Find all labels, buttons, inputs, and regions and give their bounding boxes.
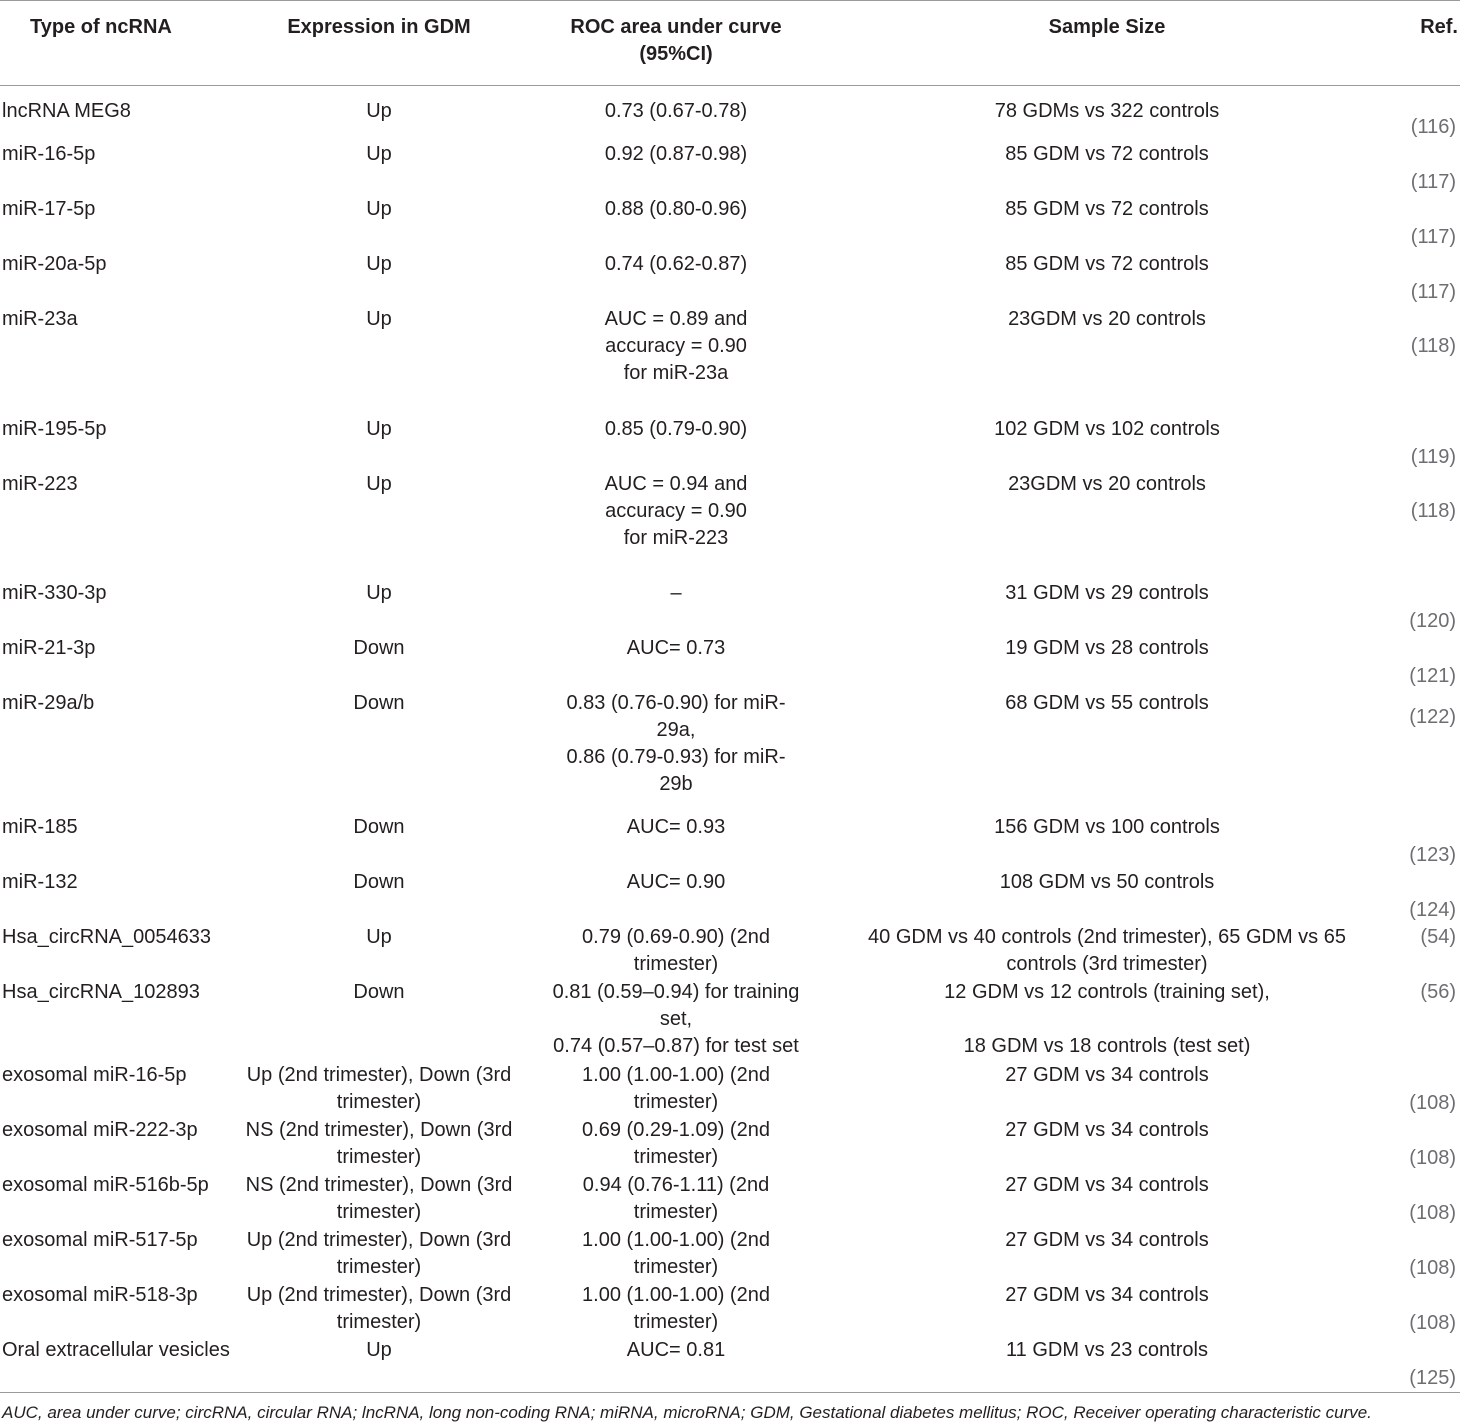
- roc-auc-cell: [518, 814, 834, 869]
- ncrna-type-cell: miR-195-5p: [2, 417, 107, 440]
- roc-auc-cell: [518, 1172, 834, 1227]
- table-row: [0, 814, 1460, 869]
- sample-size-text: 68 GDM vs 55 controls: [1005, 692, 1209, 714]
- roc-line: trimester): [633, 1255, 719, 1278]
- expression-cell: Down: [353, 871, 405, 893]
- reference-cell: (108): [1409, 1091, 1456, 1114]
- table-row: [0, 1062, 1460, 1117]
- roc-line: AUC= 0.81: [626, 1338, 726, 1361]
- sample-size-text: 23GDM vs 20 controls: [1008, 308, 1206, 330]
- table-row: [0, 869, 1460, 924]
- expression-cell: Up (2nd trimester), Down (3rd trimester): [246, 1063, 512, 1113]
- reference-cell: (116): [1410, 116, 1456, 138]
- sample-size-cell: [834, 471, 1380, 581]
- expression-cell: Up (2nd trimester), Down (3rd trimester): [246, 1228, 512, 1278]
- sample-size-cell: [834, 86, 1380, 142]
- roc-line: trimester): [633, 1310, 719, 1333]
- sample-size-text: 85 GDM vs 72 controls: [1005, 143, 1209, 165]
- reference-cell: (108): [1409, 1201, 1456, 1224]
- roc-line: trimester): [633, 1145, 719, 1168]
- sample-size-text-2: 18 GDM vs 18 controls (test set): [963, 1035, 1251, 1057]
- reference-cell: (117): [1410, 226, 1456, 248]
- table-footer: [0, 1392, 1460, 1425]
- sample-size-cell: [834, 1337, 1380, 1393]
- reference-cell: (122): [1409, 706, 1456, 728]
- table-row: [0, 251, 1460, 306]
- sample-size-cell: [834, 141, 1380, 196]
- roc-line: 1.00 (1.00-1.00) (2nd: [582, 1063, 770, 1086]
- reference-cell: (118): [1410, 335, 1456, 357]
- expression-cell: Up: [366, 100, 392, 122]
- header-expression: Expression in GDM: [240, 1, 518, 86]
- roc-line: –: [670, 582, 682, 604]
- sample-size-text: 27 GDM vs 34 controls: [1005, 1173, 1209, 1196]
- roc-line: 0.88 (0.80-0.96): [604, 198, 748, 220]
- ncrna-type-cell: lncRNA MEG8: [2, 100, 131, 122]
- sample-size-spacer: [836, 1006, 1378, 1033]
- sample-size-cell: [834, 924, 1380, 979]
- header-roc: [518, 1, 834, 86]
- sample-size-cell: [834, 1117, 1380, 1172]
- header-row: [0, 1, 1460, 86]
- sample-size-cell: [834, 306, 1380, 416]
- sample-size-text: 31 GDM vs 29 controls: [1005, 582, 1209, 604]
- expression-cell: Down: [353, 981, 405, 1003]
- reference-cell: (119): [1410, 445, 1456, 468]
- expression-cell: Up: [366, 1338, 392, 1361]
- roc-line: AUC= 0.73: [626, 637, 726, 659]
- roc-line: 1.00 (1.00-1.00) (2nd: [582, 1228, 770, 1251]
- reference-cell: (117): [1410, 171, 1456, 193]
- roc-line: AUC= 0.90: [626, 871, 726, 893]
- table-header: [0, 1, 1460, 86]
- roc-auc-cell: [518, 690, 834, 814]
- roc-line: accuracy = 0.90: [605, 499, 747, 522]
- reference-cell: (120): [1409, 610, 1456, 632]
- roc-line: 0.74 (0.62-0.87): [604, 253, 748, 275]
- sample-size-text: 40 GDM vs 40 controls (2nd trimester), 65 GDM vs 65 controls (3rd trimester): [868, 926, 1346, 975]
- sample-size-cell: [834, 635, 1380, 690]
- sample-size-cell: [834, 1227, 1380, 1282]
- table-row: [0, 635, 1460, 690]
- roc-line: 29a,: [656, 719, 696, 741]
- ncrna-type-cell: miR-17-5p: [2, 198, 96, 220]
- ncrna-type-cell: miR-223: [2, 472, 78, 495]
- roc-line: 0.81 (0.59–0.94) for training: [552, 981, 800, 1003]
- roc-auc-cell: [518, 979, 834, 1062]
- expression-cell: Up: [366, 582, 392, 604]
- reference-cell: (108): [1409, 1256, 1456, 1279]
- footnote-row: [0, 1392, 1460, 1425]
- table-row: [0, 196, 1460, 251]
- sample-size-cell: [834, 196, 1380, 251]
- table-row: [0, 1227, 1460, 1282]
- header-roc-line2: (95%CI): [639, 43, 713, 65]
- roc-line: 0.92 (0.87-0.98): [604, 143, 748, 165]
- roc-auc-cell: [518, 306, 834, 416]
- expression-cell: Up: [366, 472, 392, 495]
- roc-line: 0.85 (0.79-0.90): [604, 417, 748, 440]
- roc-auc-cell: [518, 1227, 834, 1282]
- expression-cell: Up: [366, 417, 392, 440]
- table-row: [0, 306, 1460, 416]
- roc-line: 0.79 (0.69-0.90) (2nd: [582, 926, 770, 948]
- reference-cell: (125): [1409, 1366, 1456, 1389]
- roc-auc-cell: [518, 869, 834, 924]
- expression-cell: Up: [366, 308, 392, 330]
- sample-size-cell: [834, 690, 1380, 814]
- ncrna-type-cell: miR-29a/b: [2, 692, 95, 714]
- reference-cell: (108): [1409, 1311, 1456, 1334]
- roc-line: AUC= 0.93: [626, 816, 726, 838]
- ncrna-type-cell: Oral extracellular vesicles: [2, 1338, 230, 1361]
- reference-cell: (108): [1409, 1146, 1456, 1169]
- ncrna-type-cell: Hsa_circRNA_0054633: [2, 926, 212, 948]
- ncrna-type-cell: exosomal miR-516b-5p: [2, 1173, 209, 1196]
- sample-size-text: 27 GDM vs 34 controls: [1005, 1283, 1209, 1306]
- expression-cell: NS (2nd trimester), Down (3rd trimester): [245, 1173, 513, 1223]
- sample-size-cell: [834, 251, 1380, 306]
- roc-line: 0.74 (0.57–0.87) for test set: [553, 1035, 799, 1057]
- table-row: [0, 471, 1460, 581]
- expression-cell: Down: [353, 816, 405, 838]
- roc-line: trimester): [633, 1090, 719, 1113]
- expression-cell: Down: [353, 637, 405, 659]
- roc-line: AUC = 0.94 and: [604, 472, 748, 495]
- expression-cell: NS (2nd trimester), Down (3rd trimester): [245, 1118, 513, 1168]
- table-row: [0, 979, 1460, 1062]
- expression-cell: Up: [366, 198, 392, 220]
- sample-size-text: 78 GDMs vs 322 controls: [994, 100, 1220, 122]
- ncrna-type-cell: miR-330-3p: [2, 582, 107, 604]
- table-row: [0, 1117, 1460, 1172]
- table-row: [0, 86, 1460, 142]
- roc-auc-cell: [518, 196, 834, 251]
- table-row: [0, 580, 1460, 635]
- table-footnote: AUC, area under curve; circRNA, circular RNA; lncRNA, long non-coding RNA; miRNA, microRNA; GDM, Gestational diabetes mellitus; ROC, Receiver operating characteristic curve.: [0, 1392, 1460, 1425]
- ncrna-type-cell: miR-20a-5p: [2, 253, 107, 275]
- sample-size-cell: [834, 814, 1380, 869]
- roc-line: 29b: [659, 773, 693, 795]
- ncrna-type-cell: exosomal miR-16-5p: [2, 1063, 187, 1086]
- sample-size-text: 85 GDM vs 72 controls: [1005, 253, 1209, 275]
- table-row: [0, 1172, 1460, 1227]
- roc-line: set,: [659, 1008, 693, 1030]
- sample-size-text: 27 GDM vs 34 controls: [1005, 1228, 1209, 1251]
- sample-size-text: 27 GDM vs 34 controls: [1005, 1118, 1209, 1141]
- reference-cell: (123): [1409, 844, 1456, 866]
- reference-cell: (54): [1420, 926, 1456, 948]
- reference-cell: (118): [1410, 499, 1456, 522]
- ncrna-type-cell: exosomal miR-517-5p: [2, 1228, 198, 1251]
- reference-cell: (121): [1409, 665, 1456, 687]
- header-roc-line1: ROC area under curve: [570, 16, 782, 38]
- sample-size-text: 11 GDM vs 23 controls: [1006, 1338, 1208, 1361]
- roc-line: trimester): [633, 1200, 719, 1223]
- sample-size-text: 23GDM vs 20 controls: [1008, 472, 1206, 495]
- sample-size-cell: [834, 869, 1380, 924]
- roc-line: trimester): [633, 953, 719, 975]
- reference-cell: (117): [1410, 281, 1456, 303]
- sample-size-text: 27 GDM vs 34 controls: [1005, 1063, 1209, 1086]
- sample-size-text: 12 GDM vs 12 controls (training set),: [944, 981, 1270, 1003]
- table-row: [0, 1337, 1460, 1393]
- roc-auc-cell: [518, 580, 834, 635]
- roc-auc-cell: [518, 635, 834, 690]
- roc-auc-cell: [518, 924, 834, 979]
- sample-size-cell: [834, 1282, 1380, 1337]
- roc-line: 1.00 (1.00-1.00) (2nd: [582, 1283, 770, 1306]
- reference-cell: (56): [1420, 981, 1456, 1003]
- expression-cell: Up (2nd trimester), Down (3rd trimester): [246, 1283, 512, 1333]
- table-row: [0, 416, 1460, 471]
- header-type: Type of ncRNA: [0, 1, 240, 86]
- sample-size-text: 156 GDM vs 100 controls: [994, 816, 1220, 838]
- sample-size-cell: [834, 1062, 1380, 1117]
- table-row: [0, 1282, 1460, 1337]
- ncrna-type-cell: exosomal miR-222-3p: [2, 1118, 198, 1141]
- ncrna-type-cell: exosomal miR-518-3p: [2, 1283, 198, 1306]
- roc-line: 0.83 (0.76-0.90) for miR-: [566, 692, 786, 714]
- sample-size-cell: [834, 1172, 1380, 1227]
- ncrna-type-cell: miR-185: [2, 816, 78, 838]
- roc-auc-cell: [518, 86, 834, 142]
- table-row: [0, 690, 1460, 814]
- sample-size-text: 108 GDM vs 50 controls: [999, 871, 1215, 893]
- header-sample: Sample Size: [834, 1, 1380, 86]
- sample-size-text: 85 GDM vs 72 controls: [1005, 198, 1209, 220]
- roc-line: accuracy = 0.90: [605, 335, 747, 357]
- expression-cell: Up: [366, 926, 392, 948]
- sample-size-cell: [834, 416, 1380, 471]
- table-row: [0, 924, 1460, 979]
- expression-cell: Down: [353, 692, 405, 714]
- ncrna-type-cell: miR-21-3p: [2, 637, 96, 659]
- roc-auc-cell: [518, 141, 834, 196]
- sample-size-cell: [834, 979, 1380, 1062]
- expression-cell: Up: [366, 253, 392, 275]
- expression-cell: Up: [366, 143, 392, 165]
- roc-line: 0.86 (0.79-0.93) for miR-: [566, 746, 786, 768]
- ncrna-type-cell: Hsa_circRNA_102893: [2, 981, 200, 1003]
- roc-auc-cell: [518, 471, 834, 581]
- reference-cell: (124): [1409, 899, 1456, 921]
- roc-auc-cell: [518, 1062, 834, 1117]
- sample-size-text: 102 GDM vs 102 controls: [994, 417, 1220, 440]
- roc-line: for miR-23a: [623, 362, 729, 384]
- roc-auc-cell: [518, 1282, 834, 1337]
- table-body: [0, 86, 1460, 1393]
- roc-auc-cell: [518, 1117, 834, 1172]
- ncrna-type-cell: miR-16-5p: [2, 143, 96, 165]
- roc-line: for miR-223: [623, 526, 729, 549]
- roc-line: 0.94 (0.76-1.11) (2nd: [582, 1173, 770, 1196]
- roc-line: 0.69 (0.29-1.09) (2nd: [582, 1118, 770, 1141]
- ncrna-type-cell: miR-23a: [2, 308, 78, 330]
- roc-line: AUC = 0.89 and: [604, 308, 748, 330]
- roc-auc-cell: [518, 1337, 834, 1393]
- ncrna-type-cell: miR-132: [2, 871, 78, 893]
- sample-size-cell: [834, 580, 1380, 635]
- sample-size-text: 19 GDM vs 28 controls: [1005, 637, 1209, 659]
- roc-line: 0.73 (0.67-0.78): [604, 100, 748, 122]
- roc-auc-cell: [518, 416, 834, 471]
- header-ref: Ref.: [1380, 1, 1460, 86]
- table-row: [0, 141, 1460, 196]
- roc-auc-cell: [518, 251, 834, 306]
